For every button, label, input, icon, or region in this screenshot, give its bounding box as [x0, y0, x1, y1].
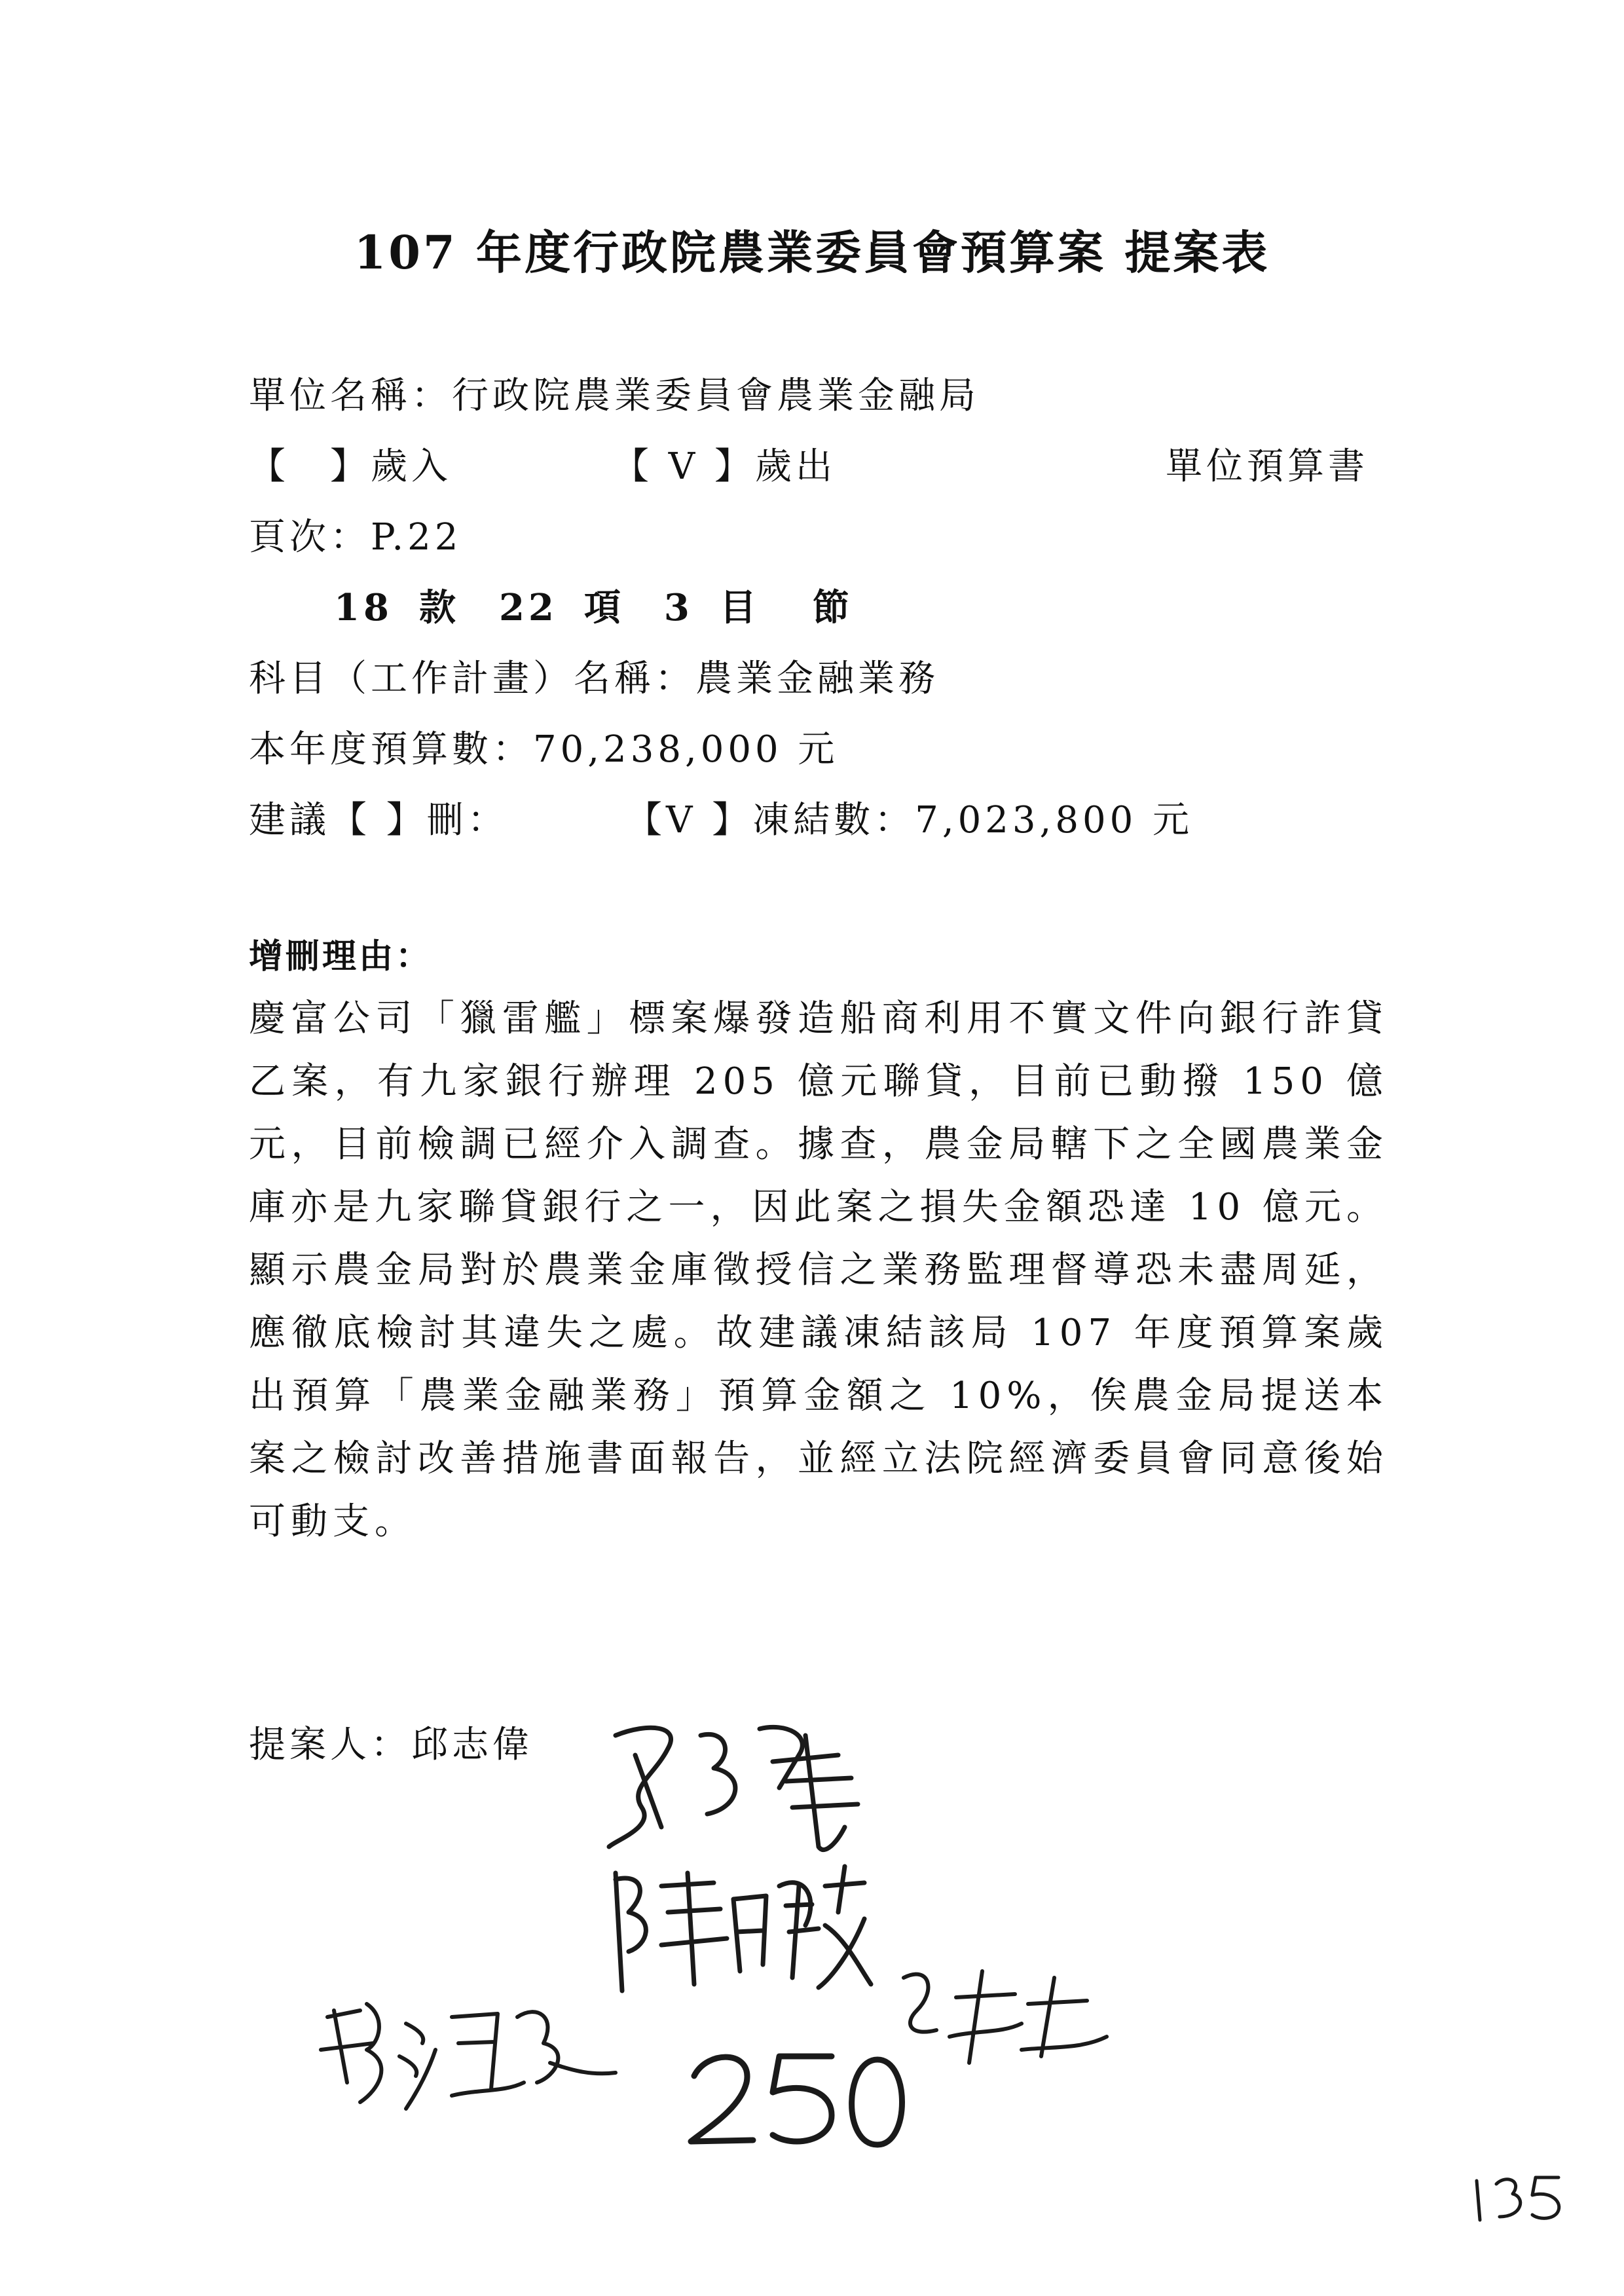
signature-qiu-zhiwei — [589, 1696, 877, 1860]
unit-row — [249, 367, 980, 419]
unit-name: 行政院農業委員會農業金融局 — [452, 375, 980, 417]
reason-heading: 增刪理由： — [249, 936, 433, 976]
signature-jiang-yongchang — [891, 1958, 1113, 2076]
proposer-row — [249, 1716, 533, 1768]
reason-text: 慶富公司「獵雷艦」標案爆發造船商利用不實文件向銀行詐貸乙案，有九家銀行辦理 205 億元聯貸，目前已動撥 150 億元，目前檢調已經介入調查。據查，農金局轄下之全國農業金庫亦是九家聯貸銀行之一，因此案之損失金額恐達 10 億元。顯示農金局對於農業金庫徵授信之業務監理督導恐未盡周延，應徹底檢討其違失之處。故建議凍結該局 107 年度預算案歲出預算「農業金融業務」預算金額之 10%，俟農金局提送本案之檢討改善措施書面報告，並經立法院經濟委員會同意後始可動支。 — [249, 997, 1388, 1543]
budget-amount: 本年度預算數：70,238,000 元 — [249, 728, 839, 771]
kuan-number: 18 — [334, 586, 393, 629]
jie-label: 節 — [812, 586, 853, 629]
proposer-name: 邱志偉 — [411, 1724, 533, 1766]
handwritten-page-number — [1467, 2168, 1572, 2227]
budget-category — [334, 579, 853, 631]
subject-name: 科目（工作計畫）名稱：農業金融業務 — [249, 657, 939, 700]
signature-chen-mingwen — [602, 1847, 877, 1997]
proposer-label: 提案人： — [249, 1724, 411, 1766]
mu-number: 3 — [663, 586, 693, 629]
budget-book-label: 單位預算書 — [1166, 445, 1369, 488]
xiang-number: 22 — [498, 586, 558, 629]
document-title: 107 年度行政院農業委員會預算案 提案表 — [354, 225, 1270, 280]
unit-label: 單位名稱： — [249, 375, 452, 417]
revenue-option: 【 】歲入 — [249, 445, 452, 488]
suggestion-freeze: 【V 】凍結數：7,023,800 元 — [625, 799, 1194, 842]
suggestion-delete: 建議【 】刪： — [249, 799, 508, 842]
signature-qiu-yiying — [308, 1978, 622, 2122]
kuan-label: 款 — [418, 586, 460, 629]
mu-label: 目 — [719, 586, 760, 629]
page-reference: 頁次：P.22 — [249, 516, 462, 559]
expenditure-option: 【 V 】歲出 — [612, 445, 837, 488]
handwritten-number-250 — [681, 2043, 917, 2155]
xiang-label: 項 — [583, 586, 625, 629]
